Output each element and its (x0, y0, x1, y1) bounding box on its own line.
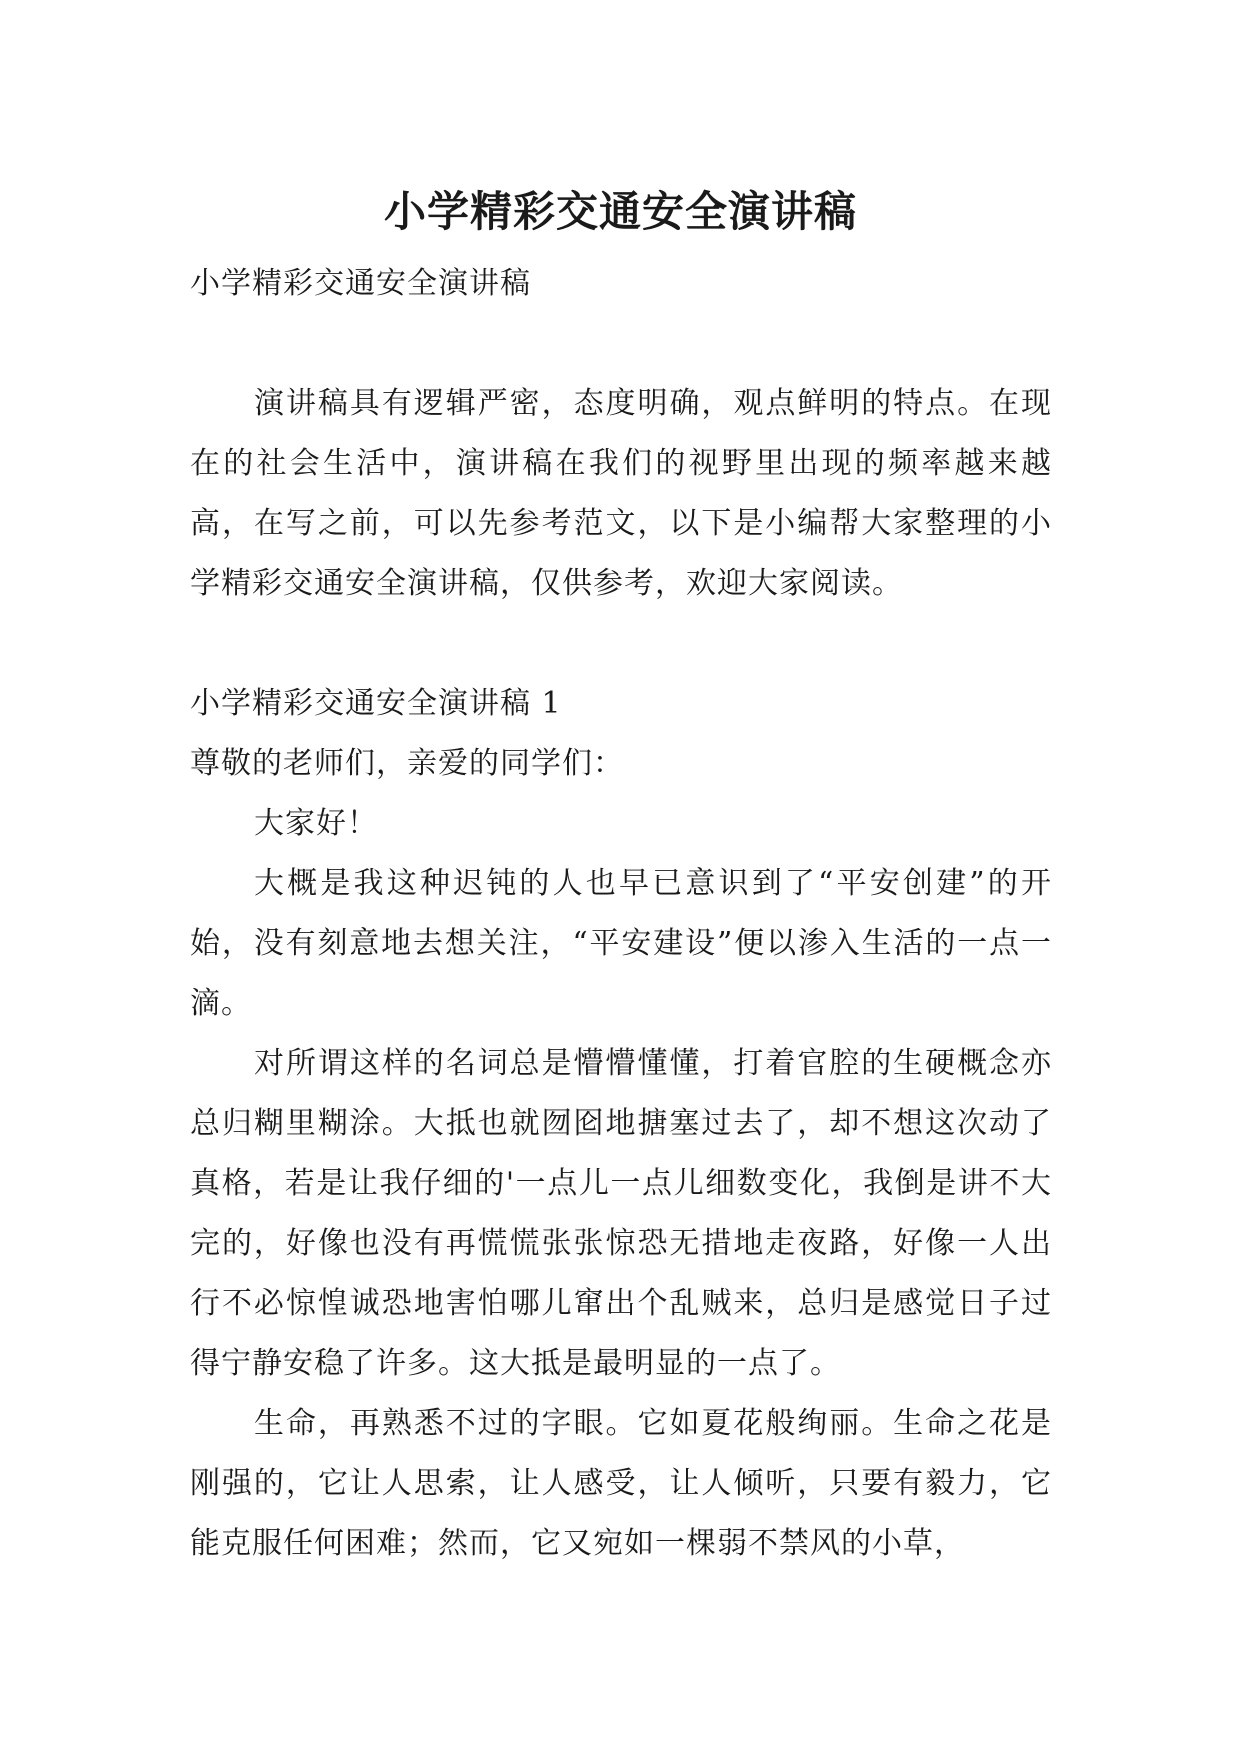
greeting: 大家好！ (254, 806, 378, 841)
body-paragraph: 对所谓这样的名词总是懵懵懂懂，打着官腔的生硬概念亦总归糊里糊涂。大抵也就囫囵地搪塞过去了，却不想这次动了真格，若是让我仔细的'一点儿一点儿细数变化，我倒是讲不大完的，好像也没有再慌慌张张惊恐无措地走夜路，好像一人出行不必惊惶诚恐地害怕哪儿窜出个乱贼来，总归是感觉日子过得宁静安稳了许多。这大抵是最明显的一点了。 (190, 1046, 1052, 1381)
intro-paragraph: 演讲稿具有逻辑严密，态度明确，观点鲜明的特点。在现在的社会生活中，演讲稿在我们的视野里出现的频率越来越高，在写之前，可以先参考范文，以下是小编帮大家整理的小学精彩交通安全演讲稿，仅供参考，欢迎大家阅读。 (190, 386, 1052, 601)
document-title: 小学精彩交通安全演讲稿 (383, 187, 857, 237)
spacer (190, 614, 1052, 674)
section-heading: 小学精彩交通安全演讲稿 1 (190, 686, 562, 721)
salutation: 尊敬的老师们，亲爱的同学们： (190, 746, 624, 781)
body-paragraph: 生命，再熟悉不过的字眼。它如夏花般绚丽。生命之花是刚强的，它让人思索，让人感受，让人倾听，只要有毅力，它能克服任何困难；然而，它又宛如一棵弱不禁风的小草， (190, 1406, 1052, 1561)
document-subtitle: 小学精彩交通安全演讲稿 (190, 266, 531, 301)
body-paragraph: 大概是我这种迟钝的人也早已意识到了“平安创建”的开始，没有刻意地去想关注，“平安建设”便以渗入生活的一点一滴。 (190, 866, 1052, 1021)
document-body (190, 254, 1052, 1574)
spacer (190, 314, 1052, 374)
